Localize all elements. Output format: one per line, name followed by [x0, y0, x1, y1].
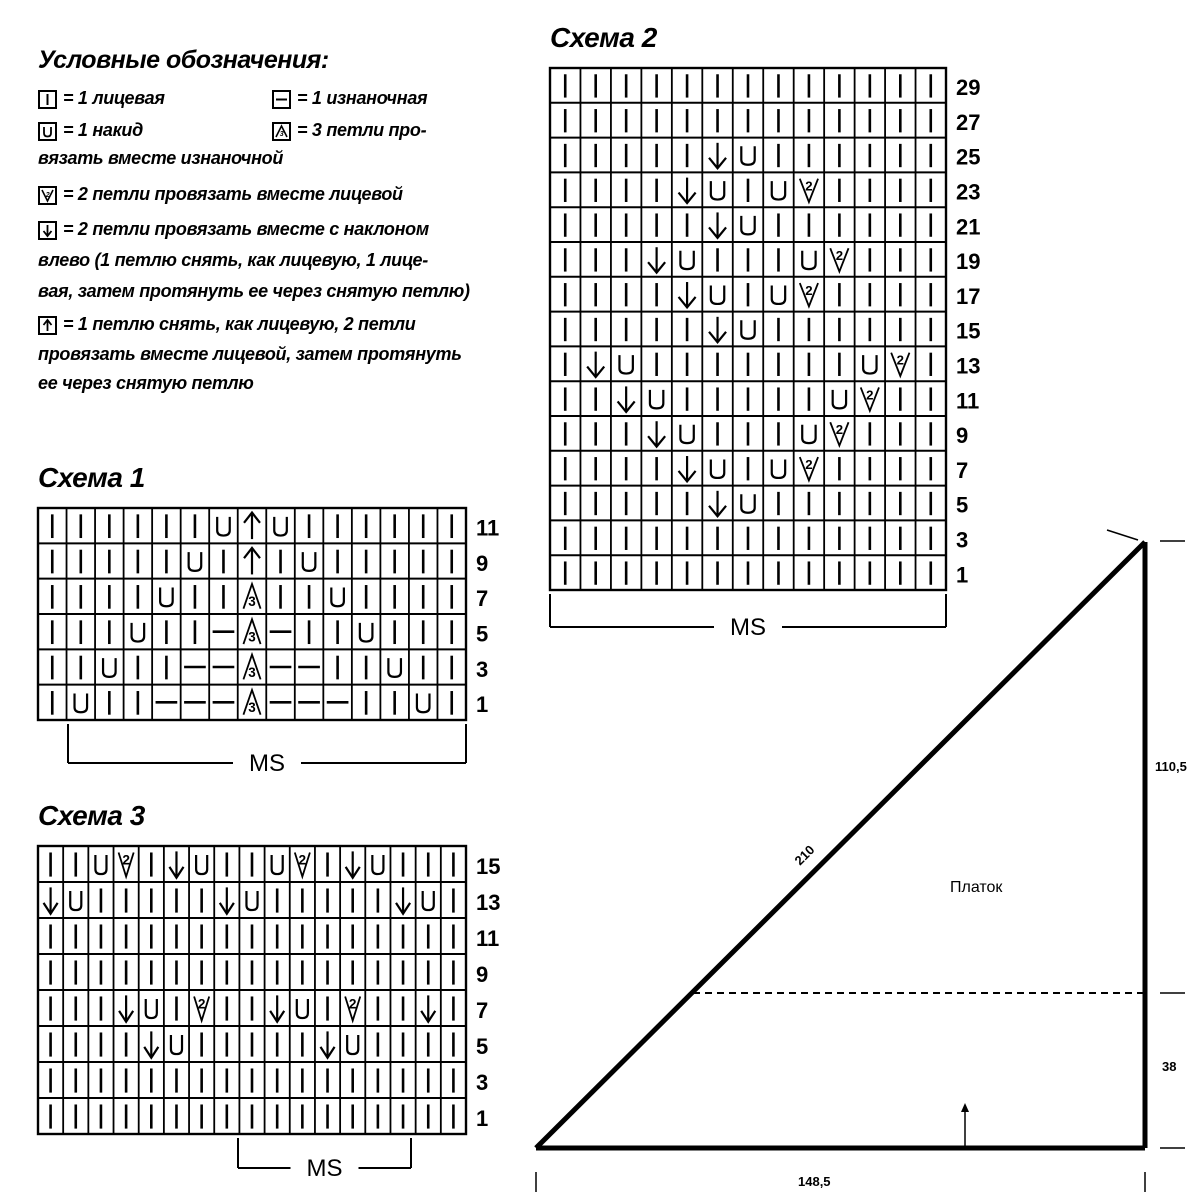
legend-item-ssk: = 2 петли провязать вместе с наклоном — [38, 219, 429, 240]
legend-item-purl: = 1 изнаночная — [272, 88, 427, 109]
legend-item-ssk-cont: влево (1 петлю снять, как лицевую, 1 лице- — [38, 250, 428, 270]
row-number: 1 — [956, 562, 969, 588]
row-number: 7 — [476, 586, 489, 612]
svg-text:2: 2 — [805, 456, 813, 472]
row-number: 3 — [476, 656, 489, 682]
row-number: 13 — [476, 890, 501, 916]
svg-text:2: 2 — [835, 422, 844, 438]
row-number: 17 — [956, 283, 981, 309]
ms-label: MS — [306, 1155, 343, 1182]
row-number: 27 — [956, 109, 981, 135]
row-number: 15 — [956, 318, 981, 344]
row-number: 5 — [476, 621, 489, 647]
legend-item-sk2p: = 1 петлю снять, как лицевую, 2 петли — [38, 314, 416, 335]
row-number: 1 — [476, 1106, 489, 1132]
row-number: 5 — [476, 1034, 489, 1060]
row-number: 7 — [956, 457, 969, 483]
svg-text:3: 3 — [279, 130, 284, 138]
row-number: 9 — [476, 550, 489, 576]
svg-text:2: 2 — [122, 852, 130, 868]
svg-text:3: 3 — [248, 629, 256, 645]
legend-item-sk2p-cont2: ее через снятую петлю — [38, 373, 254, 393]
row-number: 11 — [476, 515, 500, 541]
shawl-label: Платок — [950, 879, 1003, 896]
row-number: 3 — [956, 527, 969, 553]
row-number: 5 — [956, 492, 969, 518]
hypotenuse-label: 210 — [791, 842, 818, 869]
svg-text:2: 2 — [835, 248, 844, 264]
shawl-hypotenuse — [536, 542, 1145, 1148]
svg-text:2: 2 — [45, 191, 50, 199]
height-upper-label: 110,5 — [1155, 759, 1187, 774]
row-number: 15 — [476, 854, 501, 880]
svg-text:2: 2 — [805, 178, 813, 194]
knitting-direction-arrow — [961, 1103, 969, 1146]
svg-text:2: 2 — [197, 996, 206, 1012]
legend-item-three-together-cont: вязать вместе изнаночной — [38, 148, 284, 168]
row-number: 7 — [476, 998, 489, 1024]
svg-text:3: 3 — [248, 664, 256, 680]
svg-text:2: 2 — [866, 387, 874, 403]
svg-text:2: 2 — [298, 852, 307, 868]
row-number: 3 — [476, 1070, 489, 1096]
row-number: 9 — [956, 423, 969, 449]
legend-item-sk2p-cont: провязать вместе лицевой, затем протянуть — [38, 344, 462, 364]
row-number: 9 — [476, 962, 489, 988]
row-number: 1 — [476, 692, 489, 718]
row-number: 25 — [956, 144, 981, 170]
svg-text:2: 2 — [805, 282, 813, 298]
svg-text:3: 3 — [248, 594, 256, 610]
row-number: 29 — [956, 75, 981, 101]
legend-title: Условные обозначения: — [38, 46, 329, 74]
top-tick — [1107, 530, 1138, 540]
row-number: 11 — [476, 926, 500, 952]
height-lower-label: 38 — [1162, 1059, 1177, 1074]
ms-label: MS — [730, 614, 766, 641]
scheme1-title: Схема 1 — [38, 462, 145, 493]
row-number: 11 — [956, 388, 980, 414]
scheme3-title: Схема 3 — [38, 800, 145, 831]
legend-item-three-together: 3 = 3 петли про- — [272, 120, 426, 141]
legend-item-knit: = 1 лицевая — [38, 88, 165, 109]
row-number: 13 — [956, 353, 981, 379]
svg-text:3: 3 — [248, 700, 256, 716]
row-number: 23 — [956, 179, 981, 205]
legend-item-yarn-over: = 1 накид — [38, 120, 143, 141]
base-label: 148,5 — [798, 1174, 831, 1189]
row-number: 21 — [956, 214, 981, 240]
scheme2-title: Схема 2 — [550, 22, 657, 53]
svg-text:2: 2 — [348, 996, 357, 1012]
row-number: 19 — [956, 249, 981, 275]
legend-item-two-together: 2 = 2 петли провязать вместе лицевой — [38, 184, 403, 205]
legend-item-ssk-cont2: вая, затем протянуть ее через снятую петлю) — [38, 281, 470, 301]
ms-label: MS — [249, 750, 285, 777]
svg-text:2: 2 — [896, 352, 904, 368]
